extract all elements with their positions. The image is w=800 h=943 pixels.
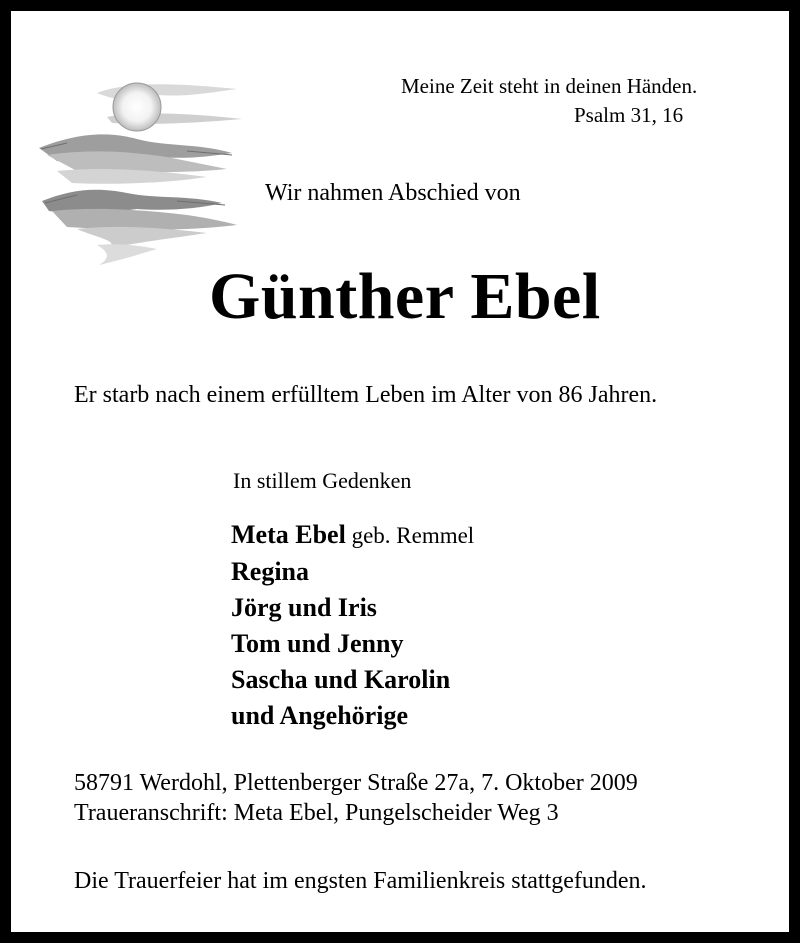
mourner-item <box>231 698 474 734</box>
place-date: 58791 Werdohl, Plettenberger Straße 27a, 7. Oktober 2009 <box>74 770 638 796</box>
death-sentence: Er starb nach einem erfülltem Leben im Alter von 86 Jahren. <box>74 382 658 408</box>
mourner-item <box>231 626 474 662</box>
mourner-item <box>231 517 474 554</box>
farewell-intro: Wir nahmen Abschied von <box>265 180 521 206</box>
mourner-item <box>231 662 474 698</box>
mourner-note: geb. Remmel <box>345 523 475 548</box>
moon-landscape-illustration <box>37 73 247 268</box>
mourner-name: Tom und Jenny <box>231 629 404 658</box>
mourner-name: und Angehörige <box>231 701 408 730</box>
mourner-name: Meta Ebel <box>231 520 346 549</box>
funeral-note: Die Trauerfeier hat im engsten Familienkreis stattgefunden. <box>74 868 647 894</box>
mourner-item <box>231 554 474 590</box>
mourner-name: Regina <box>231 557 309 586</box>
mourner-name: Jörg und Iris <box>231 593 377 622</box>
mourning-address: Traueranschrift: Meta Ebel, Pungelscheider Weg 3 <box>74 800 559 826</box>
psalm-reference: Psalm 31, 16 <box>574 103 684 127</box>
mourners-list <box>231 517 474 734</box>
deceased-name: Günther Ebel <box>209 260 601 333</box>
psalm-verse: Meine Zeit steht in deinen Händen. <box>401 74 698 98</box>
mourner-item <box>231 590 474 626</box>
memory-line: In stillem Gedenken <box>233 468 412 493</box>
mourner-name: Sascha und Karolin <box>231 665 451 694</box>
